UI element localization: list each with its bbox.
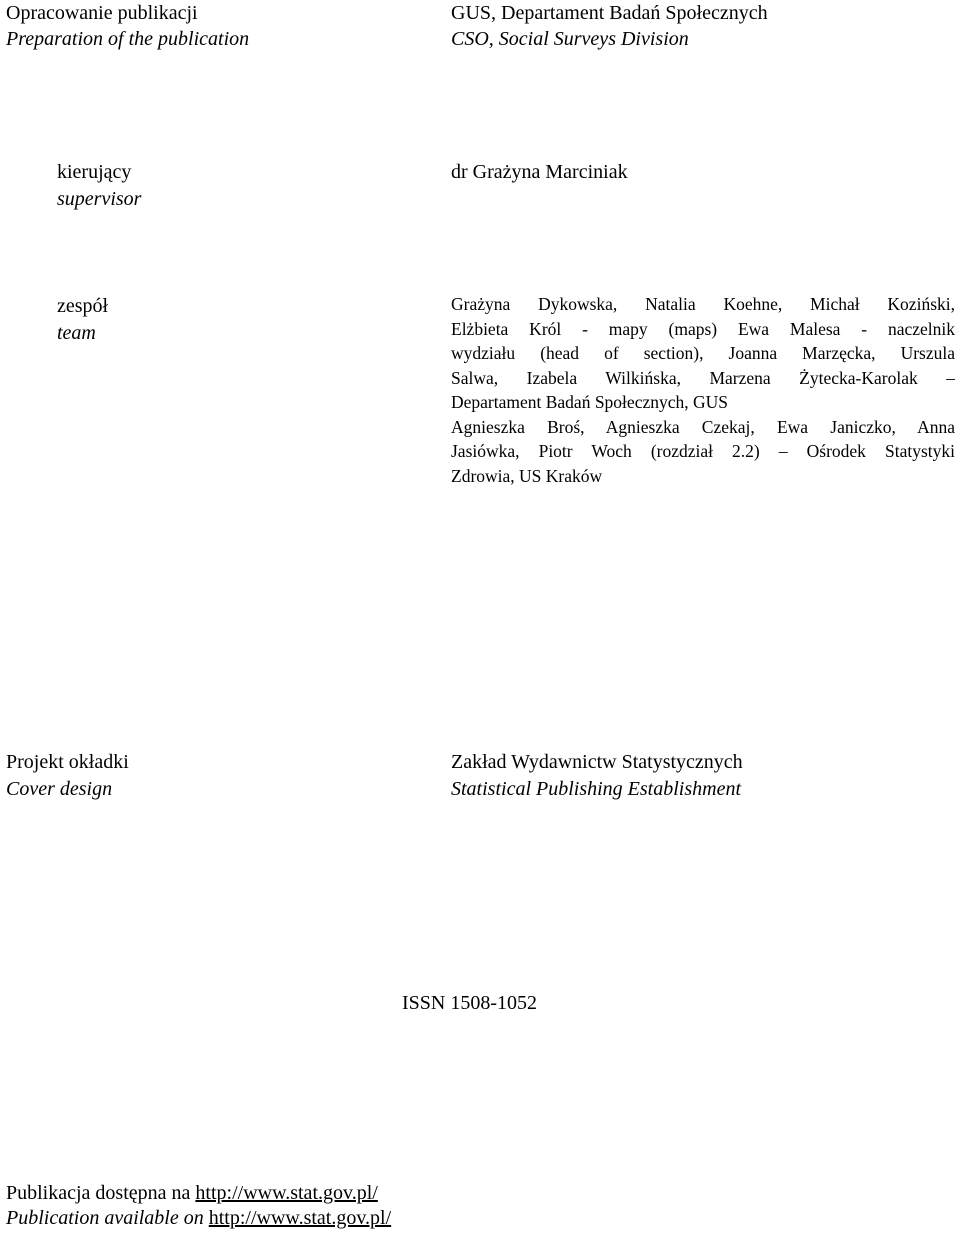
team-line: Agnieszka Broś, Agnieszka Czekaj, Ewa Janiczko, Anna — [451, 416, 955, 437]
availability-en — [6, 1205, 391, 1232]
preparation-label-en: Preparation of the publication — [6, 28, 250, 50]
supervisor-label-pl: kierujący — [57, 161, 132, 183]
availability-pl — [6, 1180, 378, 1207]
team-line: Elżbieta Król - mapy (maps) Ewa Malesa - naczelnik — [451, 318, 955, 339]
cover-value-en: Statistical Publishing Establishment — [451, 778, 741, 800]
team-line: wydziału (head of section), Joanna Marzęcka, Urszula — [451, 343, 955, 363]
supervisor-name: dr Grażyna Marciniak — [451, 161, 628, 183]
preparation-label-pl: Opracowanie publikacji — [6, 2, 198, 24]
cover-label-en: Cover design — [6, 778, 113, 800]
stat-gov-link[interactable]: http://www.stat.gov.pl/ — [195, 1182, 378, 1204]
team-members — [451, 292, 955, 488]
stat-gov-link[interactable]: http://www.stat.gov.pl/ — [208, 1207, 392, 1229]
cover-label-pl: Projekt okładki — [6, 751, 129, 773]
team-line: Jasiówka, Piotr Woch (rozdział 2.2) – Ośrodek Statystyki — [451, 441, 955, 461]
team-line: Grażyna Dykowska, Natalia Koehne, Michał Koziński, — [451, 294, 955, 314]
availability-text-en: Publication available on — [6, 1207, 209, 1229]
cover-value-pl: Zakład Wydawnictw Statystycznych — [451, 751, 743, 773]
team-line: Departament Badań Społecznych, GUS — [451, 392, 729, 412]
team-label-pl: zespół — [57, 295, 109, 317]
preparation-value-pl: GUS, Departament Badań Społecznych — [451, 2, 768, 24]
preparation-value-en: CSO, Social Surveys Division — [451, 28, 689, 50]
supervisor-label-en: supervisor — [57, 188, 142, 210]
availability-text-pl: Publikacja dostępna na — [6, 1182, 196, 1204]
team-label-en: team — [57, 322, 96, 344]
issn-number: ISSN 1508-1052 — [402, 992, 538, 1014]
team-line: Zdrowia, US Kraków — [451, 465, 603, 486]
team-line: Salwa, Izabela Wilkińska, Marzena Żytecka-Karolak – — [451, 367, 955, 388]
